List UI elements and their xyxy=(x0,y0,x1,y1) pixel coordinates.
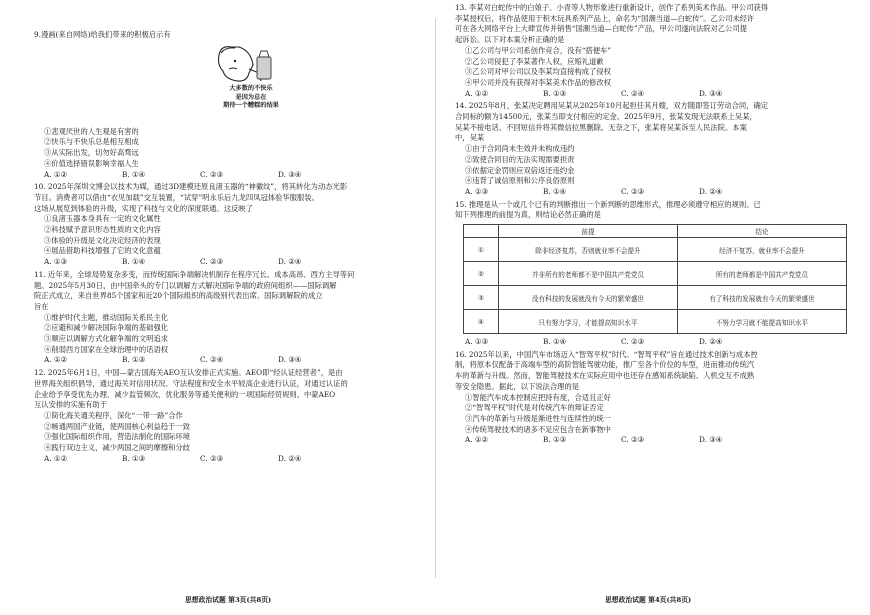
table-cell: 只有努力学习，才能提高知识水平 xyxy=(499,310,678,334)
choice-d[interactable]: D. ③④ xyxy=(278,169,302,179)
table-cell: 并非所有的老师都不是中国共产党党员 xyxy=(499,262,678,286)
comic-caption xyxy=(211,85,291,111)
answer-choices xyxy=(44,170,421,181)
choice-a[interactable]: A. ①③ xyxy=(465,337,488,347)
question-stem: 互认安排的实施有助于 xyxy=(34,400,107,410)
choice-a[interactable]: A. ①② xyxy=(465,435,488,445)
question-stem: 吴某不接电话、不回短信并将其微信拉黑删除。无奈之下，张某将吴某诉至人民法院。本案 xyxy=(455,122,747,132)
option: ②应避和减少解决国际争端的基础强化 xyxy=(44,323,169,333)
answer-choices xyxy=(465,337,854,348)
option: ②快乐与不快乐总是相互相成 xyxy=(44,137,139,147)
option: ③体验的升级是文化决定经济的表现 xyxy=(44,235,161,245)
choice-b[interactable]: B. ①③ xyxy=(122,453,146,463)
question-11 xyxy=(34,270,421,366)
choice-d[interactable]: D. ②④ xyxy=(699,186,723,196)
answer-choices xyxy=(44,454,421,465)
choice-c[interactable]: C. ②④ xyxy=(200,355,224,365)
table-cell: ③ xyxy=(464,286,499,310)
question-stem: 节目。消费者可以借由“衣见加载”交互装置，“试穿”明永乐后九龙四凤冠体验华服服装。 xyxy=(34,192,319,202)
table-cell: 除非经济复苏，否则就业率不会提升 xyxy=(499,238,678,262)
table-cell: ④ xyxy=(464,310,499,334)
question-stem: 起诉讼。以下对本案分析正确的是 xyxy=(455,35,565,45)
page-footer: 思想政治试题 第3页(共8页) xyxy=(185,596,272,604)
question-stem: 等安全隐患。据此，以下说法合理的是 xyxy=(455,381,580,391)
option: ③强化国际组织作用，营造法制化的国际环境 xyxy=(44,432,190,442)
question-stem: 题。2025年5月30日，由中国牵头的专门以调解方式解决国际争端的政府间组织——国际调解 xyxy=(34,280,337,290)
question-stem: 企业给予享受优先办理、减少监管频次、优化服务等通关便利的一项国际经贸规则。中蒙AEO xyxy=(34,389,336,399)
option: ④展品借助科技增强了它的文化意蕴 xyxy=(44,246,161,256)
option: ④削弱西方国家在全球治理中的话语权 xyxy=(44,344,169,354)
choice-c[interactable]: C. ②③ xyxy=(200,169,224,179)
choice-a[interactable]: A. ①② xyxy=(44,355,67,365)
question-stem: 14. 2025年8月，张某决定聘用吴某从2025年10月起担任其月嫂，双方随即签订劳动合同，确定 xyxy=(455,101,769,111)
question-13 xyxy=(455,3,854,99)
choice-b[interactable]: B. ①③ xyxy=(543,88,567,98)
option: ①乙公司与甲公司系创作竞合，没有“搭便车” xyxy=(465,45,612,55)
choice-c[interactable]: C. ②④ xyxy=(621,88,645,98)
table-row xyxy=(464,238,847,262)
option: ①良渚玉器本身具有一定的文化属性 xyxy=(44,214,161,224)
question-stem: 世界海关组织倡导，通过海关对信用状况、守法程度和安全水平较高企业进行认证，对通过认证的 xyxy=(34,378,348,388)
option: ③从实际出发，切勿好高骛远 xyxy=(44,148,139,158)
question-stem: 12. 2025年6月1日，中国—蒙古国海关AEO互认安排正式实施。AEO即“经认证经营者”，是由 xyxy=(34,368,343,378)
choice-b[interactable]: B. ①④ xyxy=(543,337,567,347)
question-stem: 车的革新与升级。然而，智能驾驶技术在实际应用中也还存在感知系统缺陷、人机交互不成熟 xyxy=(455,371,755,381)
option: ②“智驾平权”时代是对传统汽车的辩证否定 xyxy=(465,403,604,413)
comic-figure-icon xyxy=(209,43,279,85)
choice-d[interactable]: D. ②④ xyxy=(699,337,723,347)
choice-c[interactable]: C. ②③ xyxy=(621,186,645,196)
option: ②科技赋予意识形态性质的文化内容 xyxy=(44,225,161,235)
table-cell: 所有的老师都是中国共产党党员 xyxy=(677,262,846,286)
question-stem: 旨在 xyxy=(34,301,49,311)
question-9 xyxy=(34,30,421,180)
question-stem: 10. 2025年深圳文博会以技术为媒，通过3D建模还原良渚玉器的“神徽纹”，将其转化为动态光影 xyxy=(34,182,348,192)
answer-choices xyxy=(465,435,854,446)
option: ②乙公司侵犯了李某著作人权，应赔礼道歉 xyxy=(465,56,604,66)
question-stem: 9.漫画(来自网络)给我们带来的积极启示有 xyxy=(34,30,171,39)
option: ④甲公司并没有获得对李某美术作品的修改权 xyxy=(465,77,611,87)
question-stem: 院正式成立，来自世界85个国家和近20个国际组织的高级别代表出席。国际调解院的成立 xyxy=(34,291,323,301)
choice-a[interactable]: A. ①③ xyxy=(44,257,67,267)
question-14 xyxy=(455,101,854,197)
option: ④践行双边主义，减少两国之间的摩擦和分歧 xyxy=(44,443,190,453)
choice-b[interactable]: B. ①④ xyxy=(122,169,146,179)
choice-a[interactable]: A. ①② xyxy=(465,88,488,98)
option: ②畅通两国产业链，使两国核心利益趋于一致 xyxy=(44,421,190,431)
choice-b[interactable]: B. ①③ xyxy=(122,355,146,365)
choice-d[interactable]: D. ②④ xyxy=(278,453,302,463)
question-stem: 13. 李某对白蛇传中的白娘子、小青等人物形象进行重新设计，创作了系列美术作品。甲公司获得 xyxy=(455,3,769,12)
choice-c[interactable]: C. ②③ xyxy=(621,435,645,445)
question-stem: 16. 2025年以来，中国汽车市场迈入“智驾平权”时代。“智驾平权”旨在通过技术创新与成本控 xyxy=(455,349,758,359)
choice-a[interactable]: A. ①② xyxy=(44,453,67,463)
table-row xyxy=(464,310,847,334)
option: ③汽车的革新与升级是渐进性与连续性的统一 xyxy=(465,413,611,423)
table-row xyxy=(464,262,847,286)
table-header-cell: 结论 xyxy=(677,225,846,238)
question-stem: 知下列推理的前提为真，则结论必然正确的是 xyxy=(455,210,601,220)
option: ③乙公司对甲公司以及李某均直接构成了侵权 xyxy=(465,67,611,77)
choice-c[interactable]: C. ②③ xyxy=(621,337,645,347)
choice-d[interactable]: D. ②④ xyxy=(278,257,302,267)
comic-caption-line: 是因为总在 xyxy=(235,93,267,101)
page-4 xyxy=(435,0,870,615)
choice-a[interactable]: A. ①② xyxy=(44,169,67,179)
question-stem: 中，吴某 xyxy=(455,133,485,143)
table-cell: ② xyxy=(464,262,499,286)
question-16 xyxy=(455,350,854,446)
choice-d[interactable]: D. ③④ xyxy=(699,88,723,98)
option: ③依据定金罚则应双倍返还违约金 xyxy=(465,165,575,175)
answer-choices xyxy=(465,187,854,198)
option: ②致使合同目的无法实现需要担责 xyxy=(465,154,575,164)
choice-d[interactable]: D. ③④ xyxy=(278,355,302,365)
answer-choices xyxy=(465,89,854,100)
question-10 xyxy=(34,182,421,268)
table-header-cell: 前提 xyxy=(499,225,678,238)
question-stem: 李某授权后，将作品使用于积木玩具系列产品上，命名为“国潮当道—白蛇传”。乙公司未经许 xyxy=(455,13,755,23)
choice-b[interactable]: B. ①④ xyxy=(543,186,567,196)
question-15 xyxy=(455,200,854,348)
answer-choices xyxy=(44,257,421,268)
option: ④传统驾驶技术的诸多不足应包含在新事物中 xyxy=(465,424,611,434)
table-header-cell xyxy=(464,225,499,238)
reasoning-table xyxy=(463,224,847,334)
comic-caption-line: 大多数的不快乐 xyxy=(229,84,273,92)
option: ④违背了诚信原则和公序良俗原则 xyxy=(465,176,575,186)
answer-choices xyxy=(44,355,421,366)
comic-caption-line: 期待一个糟糕的结果 xyxy=(223,102,279,110)
question-stem: 这场从展览到体验的升级，实现了科技与文化的深度联通。这反映了 xyxy=(34,203,253,213)
choice-c[interactable]: C. ②③ xyxy=(200,453,224,463)
comic-image xyxy=(209,43,279,125)
option: ①由于合同尚未生效并未构成违约 xyxy=(465,144,575,154)
choice-b[interactable]: B. ①④ xyxy=(122,257,146,267)
option: ④价值选择错误影响幸福人生 xyxy=(44,158,139,168)
option: ③顺应以调解方式化解争端的文明追求 xyxy=(44,334,169,344)
choice-b[interactable]: B. ①③ xyxy=(543,435,567,445)
question-stem: 11. 近年来，全球局势复杂多变，而传统国际争端解决机制存在程序冗长、成本高昂、西方主导等问 xyxy=(34,269,355,279)
table-cell: 经济不复苏，就业率不会提升 xyxy=(677,238,846,262)
table-cell: 不努力学习就不能提高知识水平 xyxy=(677,310,846,334)
table-cell: 没有科技的发展就没有今天的繁荣盛世 xyxy=(499,286,678,310)
choice-d[interactable]: D. ③④ xyxy=(699,435,723,445)
option: ①智能汽车成本控制应把持有度，合适且正好 xyxy=(465,392,611,402)
table-row xyxy=(464,286,847,310)
table-header-row xyxy=(464,225,847,238)
choice-c[interactable]: C. ②③ xyxy=(200,257,224,267)
table-cell: 有了科技的发展就有今天的繁荣盛世 xyxy=(677,286,846,310)
option: ①维护时代主题，推动国际关系民主化 xyxy=(44,312,169,322)
table-cell: ① xyxy=(464,238,499,262)
question-stem: 合同标的额为14500元，张某当即支付相应的定金。2025年9月，张某发现无法联系上吴某， xyxy=(455,112,757,122)
page-footer: 思想政治试题 第4页(共8页) xyxy=(605,596,692,604)
choice-a[interactable]: A. ①③ xyxy=(465,186,488,196)
question-stem: 制，将原本仅配备于高端车型的高阶智能驾驶功能，推广至各个价位的车型，进而推动传统汽 xyxy=(455,360,755,370)
option: ①简化海关通关程序，深化“一带一路”合作 xyxy=(44,410,183,420)
question-stem: 可在各大网络平台上大肆宣传并销售“国潮当道—白蛇传”产品，甲公司遂向法院对乙公司提 xyxy=(455,24,748,34)
question-stem: 15. 推理是从一个或几个已有的判断推出一个新判断的思维形式，推理必须遵守相应的规则。已 xyxy=(455,199,761,209)
question-12 xyxy=(34,368,421,464)
option: ①悲观厌世的人生观是有害的 xyxy=(44,126,139,136)
